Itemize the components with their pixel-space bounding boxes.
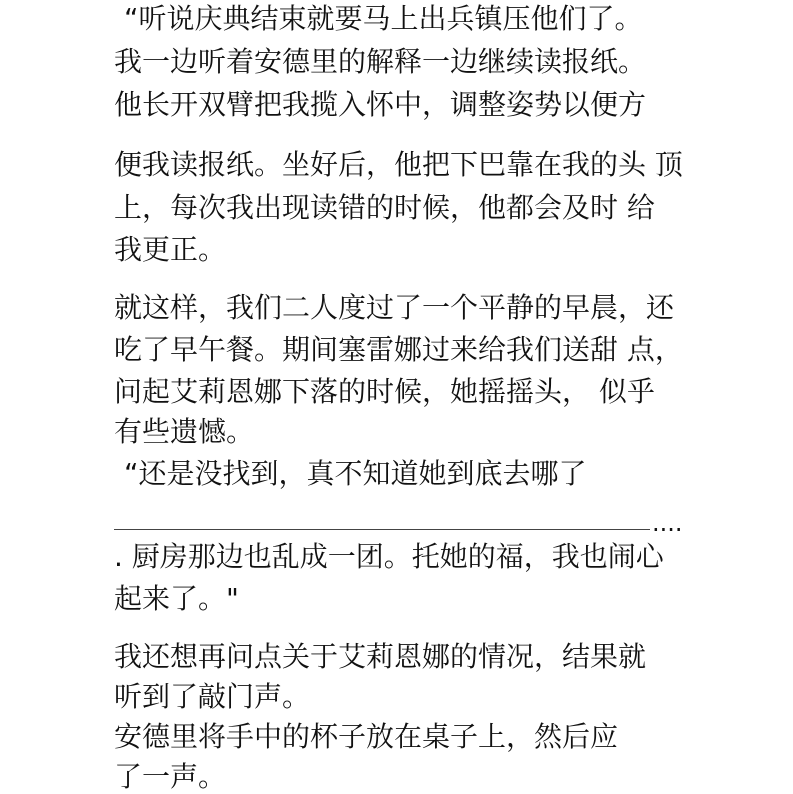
text-line: 听到了敲门声。 (114, 680, 311, 713)
text-line: 了一声。 (114, 760, 227, 793)
text-line: 安德里将手中的杯子放在桌子上，然后应 (114, 720, 619, 753)
text-line: 他长开双臂把我揽入怀中，调整姿势以便方 (114, 88, 647, 121)
text-line: 我还想再问点关于艾莉恩娜的情况，结果就 (114, 640, 647, 673)
text-line: 起来了。" (114, 582, 239, 615)
text-line: 吃了早午餐。期间塞雷娜过来给我们送甜 点， (114, 333, 683, 366)
text-line: 上，每次我出现读错的时候，他都会及时 给 (114, 191, 655, 224)
text-line: “听说庆典结束就要马上出兵镇压他们了。 (124, 2, 643, 35)
ellipsis-rule (114, 529, 650, 530)
text-line: 问起艾莉恩娜下落的时候，她摇摇头， 似乎 (114, 375, 655, 408)
text-line: “还是没找到，真不知道她到底去哪了 (124, 457, 587, 490)
text-line: . 厨房那边也乱成一团。托她的福，我也闹心 (114, 540, 664, 573)
text-line: 我一边听着安德里的解释一边继续读报纸。 (114, 45, 647, 78)
text-line: 就这样，我们二人度过了一个平静的早晨，还 (114, 291, 675, 324)
text-line: 我更正。 (114, 233, 227, 266)
text-line: 有些遗憾。 (114, 415, 255, 448)
text-line: 便我读报纸。坐好后，他把下巴靠在我的头 顶 (114, 148, 683, 181)
ellipsis-dots: .... (652, 509, 683, 537)
